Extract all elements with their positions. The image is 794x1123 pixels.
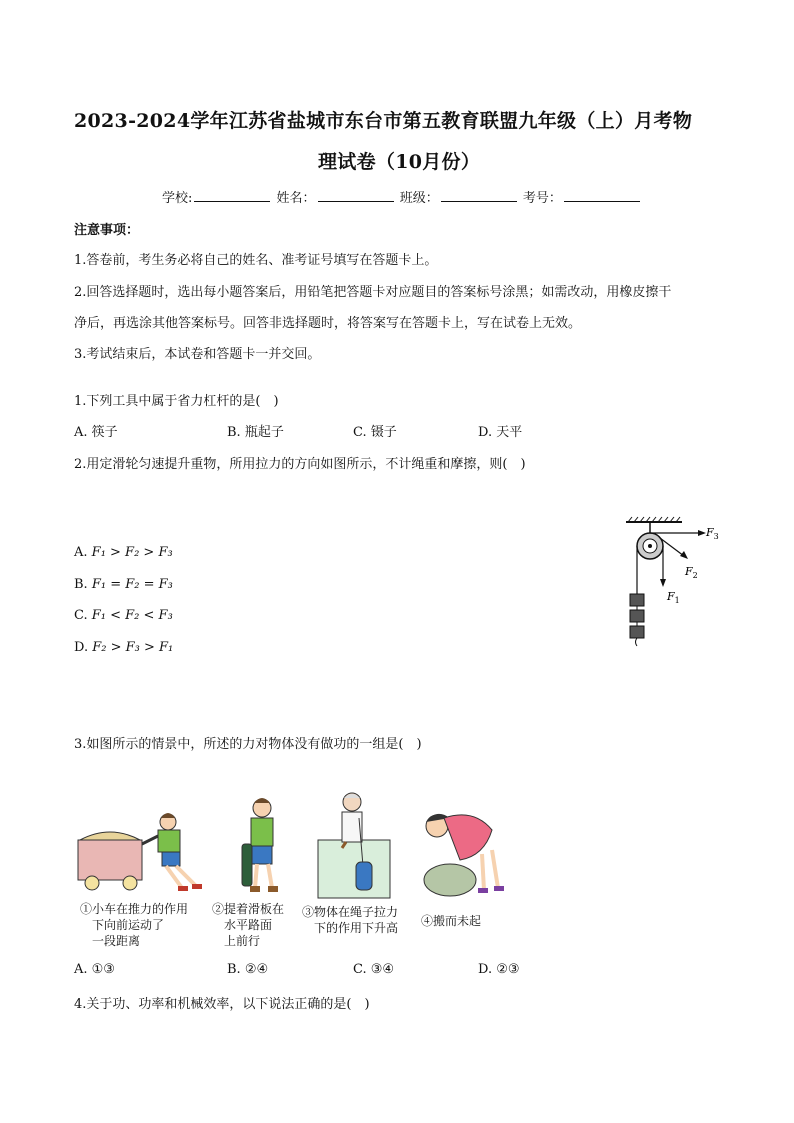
q3-stem: 3.如图所示的情景中，所述的力对物体没有做功的一组是( ) xyxy=(74,737,422,752)
q1-option-b[interactable]: B. 瓶起子 xyxy=(227,425,284,440)
note-item-1: 1.答卷前，考生务必将自己的姓名、准考证号填写在答题卡上。 xyxy=(74,253,438,268)
q2-option-b-expr: F₁ = F₂ = F₃ xyxy=(91,577,173,592)
q4-stem: 4.关于功、功率和机械效率，以下说法正确的是( ) xyxy=(74,997,370,1012)
q3-illustrations xyxy=(72,788,512,900)
q2-stem: 2.用定滑轮匀速提升重物，所用拉力的方向如图所示，不计绳重和摩擦，则( ) xyxy=(74,457,526,472)
f2-label: $F_2$ xyxy=(685,565,698,580)
scene-cart-push-image xyxy=(78,813,202,891)
q3-option-d[interactable]: D. ②③ xyxy=(478,962,520,977)
note-item-2-line2: 净后，再选涂其他答案标号。回答非选择题时，将答案写在答题卡上，写在试卷上无效。 xyxy=(74,316,582,331)
q2-option-a-expr: F₁ > F₂ > F₃ xyxy=(91,545,173,560)
q3-option-b[interactable]: B. ②④ xyxy=(227,962,269,977)
school-label: 学校: xyxy=(162,191,193,206)
class-label: 班级： xyxy=(399,191,439,206)
scene-skateboard-image xyxy=(242,798,278,892)
name-blank[interactable] xyxy=(318,189,394,202)
q3-option-a[interactable]: A. ①③ xyxy=(74,962,115,977)
q2-option-b[interactable] xyxy=(74,577,173,592)
exam-no-blank[interactable] xyxy=(564,189,640,202)
q2-option-c[interactable] xyxy=(74,608,173,623)
q3-caption-3: ③物体在绳子拉力 下的作用下升高 xyxy=(302,905,399,935)
q1-stem: 1.下列工具中属于省力杠杆的是( ) xyxy=(74,394,279,409)
q2-option-d-expr: F₂ > F₃ > F₁ xyxy=(92,640,174,655)
note-item-3: 3.考试结束后，本试卷和答题卡一并交回。 xyxy=(74,347,321,362)
school-blank[interactable] xyxy=(194,189,270,202)
f3-label: $F_3$ xyxy=(706,526,719,541)
q2-option-c-expr: F₁ < F₂ < F₃ xyxy=(91,608,173,623)
scene-rope-lift-image xyxy=(318,793,390,898)
q2-option-a[interactable] xyxy=(74,545,173,560)
note-item-2-line1: 2.回答选择题时，选出每小题答案后，用铅笔把答题卡对应题目的答案标号涂黑；如需改动，用橡皮擦干 xyxy=(74,285,672,300)
paper-title-line1: 2023-2024学年江苏省盐城市东台市第五教育联盟九年级（上）月考物 xyxy=(74,110,693,132)
class-blank[interactable] xyxy=(441,189,517,202)
q2-option-d[interactable] xyxy=(74,640,173,655)
q2-option-d-label: D. xyxy=(74,640,89,655)
q3-caption-1: ①小车在推力的作用 下向前运动了 一段距离 xyxy=(80,902,189,948)
q3-option-c[interactable]: C. ③④ xyxy=(353,962,395,977)
q3-caption-2: ②提着滑板在 水平路面 上前行 xyxy=(212,902,285,948)
pulley-figure xyxy=(618,512,728,652)
q2-option-c-label: C. xyxy=(74,608,88,623)
q2-option-a-label: A. xyxy=(74,545,88,560)
q2-option-b-label: B. xyxy=(74,577,88,592)
q3-caption-4: ④搬而未起 xyxy=(421,914,482,928)
scene-lift-rock-image xyxy=(424,814,504,896)
paper-title-line2: 理试卷（10月份） xyxy=(318,151,481,173)
q1-option-c[interactable]: C. 镊子 xyxy=(353,425,397,440)
notes-heading: 注意事项： xyxy=(74,223,140,238)
q1-option-a[interactable]: A. 筷子 xyxy=(74,425,118,440)
q1-option-d[interactable]: D. 天平 xyxy=(478,425,523,440)
student-info-row xyxy=(162,187,642,206)
exam-no-label: 考号： xyxy=(522,191,562,206)
name-label: 姓名： xyxy=(276,191,316,206)
f1-label: $F_1$ xyxy=(667,590,680,605)
